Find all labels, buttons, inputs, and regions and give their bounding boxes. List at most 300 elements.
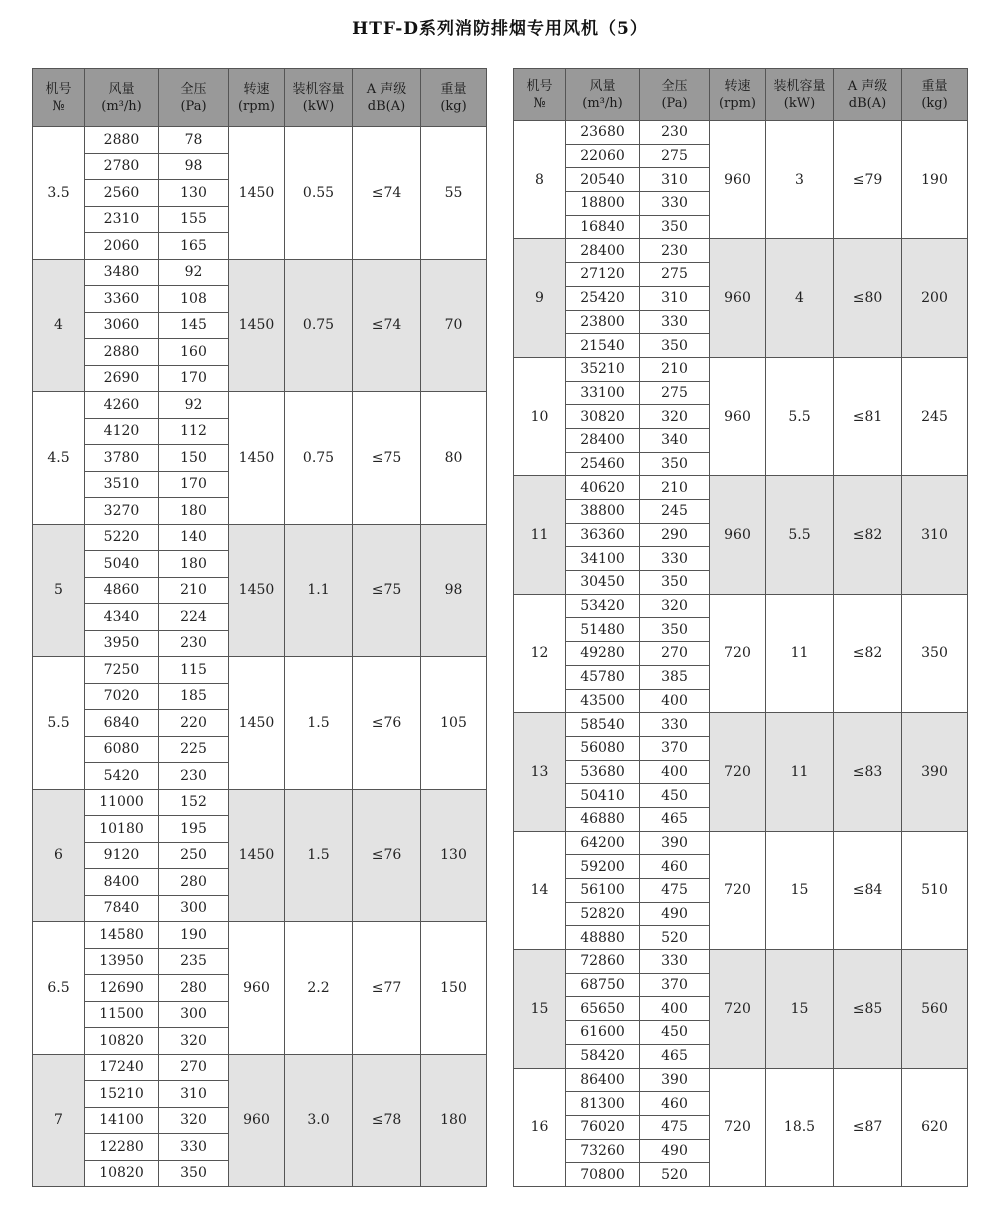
power-value: 15 [766,950,834,1068]
flow-value: 4120 [85,418,159,445]
flow-value: 59200 [566,855,640,879]
pressure-value: 330 [640,713,710,737]
header-pressure-unit: (Pa) [180,98,207,114]
speed-value: 720 [710,950,766,1068]
header-flow-unit: (m³/h) [101,98,142,114]
table-row [33,922,487,949]
header-model-unit: № [52,98,65,114]
flow-value: 33100 [566,381,640,405]
flow-value: 61600 [566,1021,640,1045]
speed-value: 1450 [229,524,285,657]
power-value: 3.0 [285,1054,353,1187]
flow-value: 22060 [566,144,640,168]
flow-value: 7250 [85,657,159,684]
speed-value: 720 [710,831,766,949]
flow-value: 6080 [85,736,159,763]
header-pressure-unit: (Pa) [661,95,688,111]
flow-value: 2060 [85,233,159,260]
speed-value: 960 [710,476,766,594]
speed-value: 960 [710,121,766,239]
header-pressure [159,69,229,127]
pressure-value: 150 [159,445,229,472]
model-number: 11 [514,476,566,594]
header-model-label: 机号 [45,81,72,97]
flow-value: 13950 [85,948,159,975]
speed-value: 720 [710,1068,766,1186]
power-value: 1.5 [285,657,353,790]
pressure-value: 300 [159,895,229,922]
weight-value: 55 [421,127,487,260]
header-power-label: 装机容量 [773,78,826,94]
speed-value: 960 [229,1054,285,1187]
flow-value: 14100 [85,1107,159,1134]
header-flow-label: 风量 [589,78,616,94]
speed-value: 960 [229,922,285,1055]
noise-value: ≤87 [834,1068,902,1186]
flow-value: 6840 [85,710,159,737]
pressure-value: 490 [640,902,710,926]
flow-value: 15210 [85,1081,159,1108]
pressure-value: 78 [159,127,229,154]
flow-value: 2780 [85,153,159,180]
pressure-value: 350 [640,618,710,642]
noise-value: ≤83 [834,713,902,831]
pressure-value: 350 [640,571,710,595]
pressure-value: 490 [640,1139,710,1163]
pressure-value: 350 [640,452,710,476]
flow-value: 35210 [566,357,640,381]
flow-value: 23800 [566,310,640,334]
noise-value: ≤79 [834,121,902,239]
power-value: 5.5 [766,476,834,594]
table-row [33,392,487,419]
weight-value: 510 [902,831,968,949]
flow-value: 12280 [85,1134,159,1161]
flow-value: 86400 [566,1068,640,1092]
model-number: 6.5 [33,922,85,1055]
pressure-value: 460 [640,855,710,879]
model-number: 10 [514,357,566,475]
power-value: 11 [766,594,834,712]
flow-value: 3780 [85,445,159,472]
pressure-value: 320 [640,594,710,618]
pressure-value: 290 [640,523,710,547]
flow-value: 2880 [85,339,159,366]
pressure-value: 475 [640,1115,710,1139]
flow-value: 4340 [85,604,159,631]
pressure-value: 155 [159,206,229,233]
weight-value: 620 [902,1068,968,1186]
pressure-value: 210 [159,577,229,604]
flow-value: 23680 [566,121,640,145]
weight-value: 70 [421,259,487,392]
pressure-value: 108 [159,286,229,313]
flow-value: 2880 [85,127,159,154]
pressure-value: 230 [640,121,710,145]
header-power-unit: (kW) [783,95,816,111]
flow-value: 5420 [85,763,159,790]
header-noise-label: A 声级 [847,78,888,94]
flow-value: 43500 [566,689,640,713]
pressure-value: 320 [640,405,710,429]
pressure-value: 170 [159,365,229,392]
flow-value: 45780 [566,665,640,689]
pressure-value: 460 [640,1092,710,1116]
pressure-value: 320 [159,1107,229,1134]
pressure-value: 280 [159,869,229,896]
flow-value: 58540 [566,713,640,737]
header-pressure [640,69,710,121]
noise-value: ≤80 [834,239,902,357]
pressure-value: 310 [640,168,710,192]
pressure-value: 270 [640,642,710,666]
header-speed-unit: (rpm) [718,95,756,111]
header-speed-unit: (rpm) [237,98,275,114]
flow-value: 8400 [85,869,159,896]
header-weight [902,69,968,121]
header-noise-unit: dB(A) [848,95,887,111]
noise-value: ≤76 [353,657,421,790]
pressure-value: 330 [640,547,710,571]
flow-value: 20540 [566,168,640,192]
pressure-value: 230 [159,763,229,790]
noise-value: ≤81 [834,357,902,475]
model-number: 15 [514,950,566,1068]
pressure-value: 190 [159,922,229,949]
header-weight-label: 重量 [440,81,467,97]
header-power [285,69,353,127]
pressure-value: 245 [640,500,710,524]
pressure-value: 275 [640,381,710,405]
table-row [514,950,968,974]
model-number: 4.5 [33,392,85,525]
power-value: 0.75 [285,259,353,392]
model-number: 6 [33,789,85,922]
table-row [33,789,487,816]
pressure-value: 225 [159,736,229,763]
noise-value: ≤82 [834,476,902,594]
pressure-value: 210 [640,476,710,500]
header-model-label: 机号 [526,78,553,94]
weight-value: 560 [902,950,968,1068]
noise-value: ≤75 [353,524,421,657]
header-row [514,69,968,121]
pressure-value: 390 [640,1068,710,1092]
pressure-value: 300 [159,1001,229,1028]
weight-value: 390 [902,713,968,831]
pressure-value: 145 [159,312,229,339]
header-pressure-label: 全压 [180,81,207,97]
table-row [33,524,487,551]
pressure-value: 400 [640,689,710,713]
flow-value: 17240 [85,1054,159,1081]
model-number: 7 [33,1054,85,1187]
flow-value: 72860 [566,950,640,974]
flow-value: 40620 [566,476,640,500]
flow-value: 25420 [566,286,640,310]
flow-value: 34100 [566,547,640,571]
noise-value: ≤85 [834,950,902,1068]
flow-value: 76020 [566,1115,640,1139]
flow-value: 21540 [566,334,640,358]
table-row [33,127,487,154]
pressure-value: 112 [159,418,229,445]
pressure-value: 450 [640,1021,710,1045]
speed-value: 960 [710,357,766,475]
speed-value: 1450 [229,127,285,260]
header-flow-label: 风量 [108,81,135,97]
noise-value: ≤82 [834,594,902,712]
power-value: 0.75 [285,392,353,525]
flow-value: 58420 [566,1044,640,1068]
pressure-value: 330 [640,950,710,974]
header-row [33,69,487,127]
pressure-value: 520 [640,1163,710,1187]
power-value: 15 [766,831,834,949]
flow-value: 18800 [566,192,640,216]
pressure-value: 115 [159,657,229,684]
speed-value: 960 [710,239,766,357]
flow-value: 25460 [566,452,640,476]
flow-value: 14580 [85,922,159,949]
flow-value: 53680 [566,760,640,784]
pressure-value: 280 [159,975,229,1002]
noise-value: ≤74 [353,127,421,260]
pressure-value: 310 [640,286,710,310]
header-noise-unit: dB(A) [367,98,406,114]
flow-value: 3360 [85,286,159,313]
flow-value: 64200 [566,831,640,855]
weight-value: 98 [421,524,487,657]
pressure-value: 230 [640,239,710,263]
header-model [33,69,85,127]
speed-value: 720 [710,594,766,712]
pressure-value: 195 [159,816,229,843]
weight-value: 130 [421,789,487,922]
pressure-value: 224 [159,604,229,631]
pressure-value: 310 [159,1081,229,1108]
noise-value: ≤84 [834,831,902,949]
noise-value: ≤78 [353,1054,421,1187]
flow-value: 36360 [566,523,640,547]
table-row [514,594,968,618]
model-number: 13 [514,713,566,831]
flow-value: 28400 [566,428,640,452]
noise-value: ≤76 [353,789,421,922]
flow-value: 10180 [85,816,159,843]
pressure-value: 250 [159,842,229,869]
pressure-value: 385 [640,665,710,689]
flow-value: 49280 [566,642,640,666]
weight-value: 310 [902,476,968,594]
table-row [33,657,487,684]
pressure-value: 320 [159,1028,229,1055]
header-noise-label: A 声级 [366,81,407,97]
flow-value: 68750 [566,973,640,997]
model-number: 12 [514,594,566,712]
pressure-value: 92 [159,392,229,419]
flow-value: 38800 [566,500,640,524]
header-flow-unit: (m³/h) [582,95,623,111]
power-value: 4 [766,239,834,357]
pressure-value: 98 [159,153,229,180]
flow-value: 16840 [566,215,640,239]
pressure-value: 475 [640,879,710,903]
weight-value: 190 [902,121,968,239]
flow-value: 70800 [566,1163,640,1187]
pressure-value: 330 [159,1134,229,1161]
flow-value: 2560 [85,180,159,207]
flow-value: 7840 [85,895,159,922]
noise-value: ≤74 [353,259,421,392]
pressure-value: 220 [159,710,229,737]
header-speed [710,69,766,121]
weight-value: 350 [902,594,968,712]
flow-value: 48880 [566,926,640,950]
pressure-value: 350 [159,1160,229,1187]
flow-value: 3510 [85,471,159,498]
pressure-value: 180 [159,498,229,525]
flow-value: 50410 [566,784,640,808]
weight-value: 105 [421,657,487,790]
table-row [514,1068,968,1092]
flow-value: 28400 [566,239,640,263]
pressure-value: 350 [640,334,710,358]
flow-value: 51480 [566,618,640,642]
pressure-value: 92 [159,259,229,286]
flow-value: 56100 [566,879,640,903]
weight-value: 180 [421,1054,487,1187]
power-value: 5.5 [766,357,834,475]
table-row [33,1054,487,1081]
flow-value: 3950 [85,630,159,657]
model-number: 14 [514,831,566,949]
speed-value: 1450 [229,657,285,790]
flow-value: 7020 [85,683,159,710]
pressure-value: 520 [640,926,710,950]
flow-value: 2690 [85,365,159,392]
flow-value: 9120 [85,842,159,869]
pressure-value: 185 [159,683,229,710]
pressure-value: 390 [640,831,710,855]
pressure-value: 230 [159,630,229,657]
header-model-unit: № [533,95,546,111]
header-weight-unit: (kg) [440,98,467,114]
page-title: HTF-D系列消防排烟专用风机（5） [352,19,648,39]
flow-value: 53420 [566,594,640,618]
header-pressure-label: 全压 [661,78,688,94]
power-value: 11 [766,713,834,831]
header-weight [421,69,487,127]
flow-value: 65650 [566,997,640,1021]
header-noise [834,69,902,121]
table-row [514,476,968,500]
header-weight-unit: (kg) [921,95,948,111]
header-speed-label: 转速 [724,78,751,94]
header-power [766,69,834,121]
pressure-value: 170 [159,471,229,498]
power-value: 18.5 [766,1068,834,1186]
pressure-value: 465 [640,1044,710,1068]
pressure-value: 400 [640,760,710,784]
flow-value: 30450 [566,571,640,595]
flow-value: 11000 [85,789,159,816]
table-row [514,357,968,381]
flow-value: 52820 [566,902,640,926]
header-speed [229,69,285,127]
flow-value: 3480 [85,259,159,286]
header-power-label: 装机容量 [292,81,345,97]
table-row [514,239,968,263]
pressure-value: 450 [640,784,710,808]
table-row [33,259,487,286]
pressure-value: 330 [640,310,710,334]
flow-value: 11500 [85,1001,159,1028]
flow-value: 81300 [566,1092,640,1116]
speed-value: 720 [710,713,766,831]
power-value: 3 [766,121,834,239]
flow-value: 30820 [566,405,640,429]
flow-value: 56080 [566,736,640,760]
pressure-value: 370 [640,973,710,997]
flow-value: 27120 [566,263,640,287]
pressure-value: 160 [159,339,229,366]
header-model [514,69,566,121]
pressure-value: 270 [159,1054,229,1081]
header-weight-label: 重量 [921,78,948,94]
model-number: 8 [514,121,566,239]
table-row [514,713,968,737]
flow-value: 3270 [85,498,159,525]
flow-value: 5040 [85,551,159,578]
header-noise [353,69,421,127]
pressure-value: 350 [640,215,710,239]
flow-value: 12690 [85,975,159,1002]
model-number: 5 [33,524,85,657]
flow-value: 73260 [566,1139,640,1163]
model-number: 3.5 [33,127,85,260]
power-value: 1.5 [285,789,353,922]
pressure-value: 370 [640,736,710,760]
pressure-value: 140 [159,524,229,551]
flow-value: 10820 [85,1028,159,1055]
table-row [514,831,968,855]
weight-value: 200 [902,239,968,357]
flow-value: 5220 [85,524,159,551]
flow-value: 46880 [566,807,640,831]
pressure-value: 165 [159,233,229,260]
weight-value: 80 [421,392,487,525]
power-value: 2.2 [285,922,353,1055]
speed-value: 1450 [229,392,285,525]
power-value: 0.55 [285,127,353,260]
pressure-value: 152 [159,789,229,816]
power-value: 1.1 [285,524,353,657]
pressure-value: 275 [640,263,710,287]
pressure-value: 210 [640,357,710,381]
model-number: 9 [514,239,566,357]
pressure-value: 180 [159,551,229,578]
pressure-value: 465 [640,807,710,831]
speed-value: 1450 [229,789,285,922]
flow-value: 3060 [85,312,159,339]
spec-table-left [32,68,487,1187]
flow-value: 4860 [85,577,159,604]
pressure-value: 340 [640,428,710,452]
flow-value: 2310 [85,206,159,233]
model-number: 5.5 [33,657,85,790]
flow-value: 4260 [85,392,159,419]
